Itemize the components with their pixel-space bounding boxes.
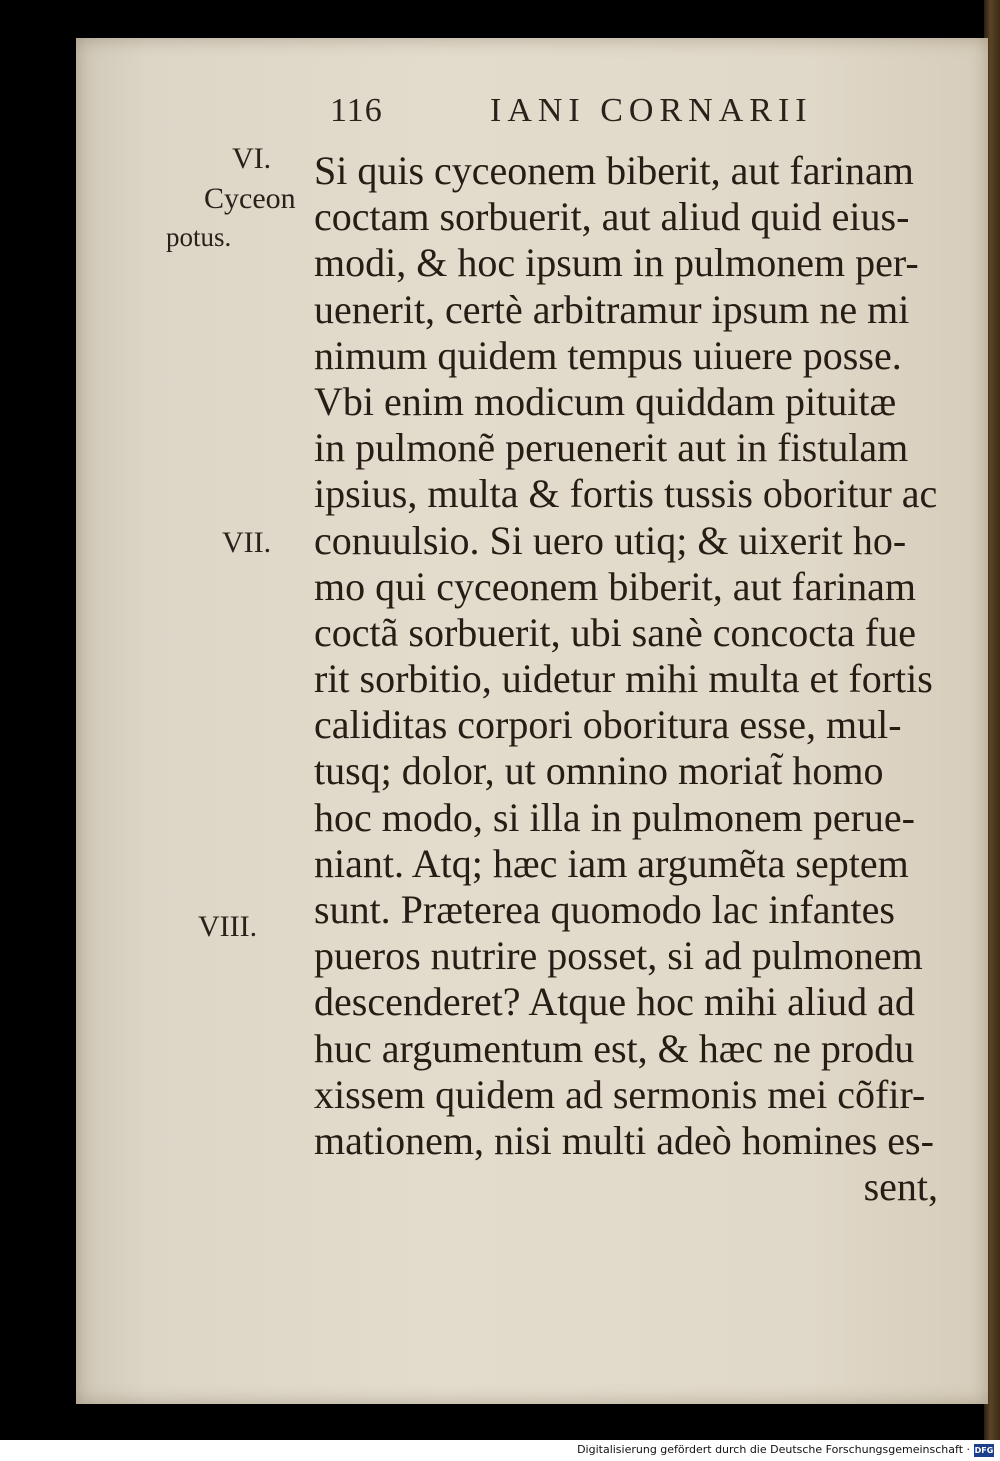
text-line: coctam sorbuerit, aut aliud quid eius- bbox=[314, 194, 910, 240]
text-line: mo qui cyceonem biberit, aut farinam bbox=[314, 563, 917, 609]
margin-note-potus: potus. bbox=[166, 222, 232, 252]
text-line: niant. Atq; hæc iam argumẽta septem bbox=[314, 840, 909, 886]
text-line: coctã sorbuerit, ubi sanè concocta fue bbox=[314, 609, 916, 655]
text-line: ipsius, multa & fortis tussis oboritur ac bbox=[314, 471, 938, 517]
text-line: Vbi enim modicum quiddam pituitæ bbox=[314, 378, 897, 424]
text-line: descenderet? Atque hoc mihi aliud ad bbox=[314, 979, 915, 1025]
dfg-logo-icon: DFG bbox=[974, 1446, 994, 1455]
catchword: sent, bbox=[863, 1164, 938, 1210]
margin-note-vii: VII. bbox=[222, 526, 272, 559]
text-line: uenerit, certè arbitramur ipsum ne mi bbox=[314, 286, 910, 332]
text-line: sunt. Præterea quomodo lac infantes bbox=[314, 887, 895, 932]
main-text-block bbox=[314, 148, 978, 1210]
text-line: conuulsio. Si uero utiq; & uixerit ho- bbox=[314, 517, 907, 563]
funding-notice: Digitalisierung gefördert durch die Deutsche Forschungsgemeinschaft · bbox=[577, 1443, 970, 1456]
text-line: mationem, nisi multi adeò homines es- bbox=[314, 1117, 934, 1163]
margin-note-cyceon: Cyceon bbox=[204, 182, 296, 215]
text-line: rit sorbitio, uidetur mihi multa et fortis bbox=[314, 656, 933, 702]
text-line: huc argumentum est, & hæc ne produ bbox=[314, 1025, 915, 1071]
page-number: 116 bbox=[330, 92, 383, 129]
margin-note-viii: VIII. bbox=[198, 910, 258, 943]
text-line: modi, & hoc ipsum in pulmonem per- bbox=[314, 240, 919, 286]
text-line: Si quis cyceonem biberit, aut farinam bbox=[314, 148, 914, 193]
footer-bar bbox=[0, 1440, 1000, 1461]
text-line: nimum quidem tempus uiuere posse. bbox=[314, 332, 902, 378]
text-line: xissem quidem ad sermonis mei cõfir- bbox=[314, 1071, 926, 1117]
running-head: IANI CORNARII bbox=[490, 92, 813, 129]
text-line: hoc modo, si illa in pulmonem perue- bbox=[314, 794, 915, 840]
page-header bbox=[330, 92, 890, 138]
margin-note-vi: VI. bbox=[232, 142, 272, 175]
text-line: in pulmonẽ peruenerit aut in fistulam bbox=[314, 425, 909, 471]
text-line: caliditas corpori oboritura esse, mul- bbox=[314, 702, 902, 748]
text-line: tusq; dolor, ut omnino moriat̃ homo bbox=[314, 748, 884, 794]
text-line: pueros nutrire posset, si ad pulmonem bbox=[314, 933, 923, 979]
